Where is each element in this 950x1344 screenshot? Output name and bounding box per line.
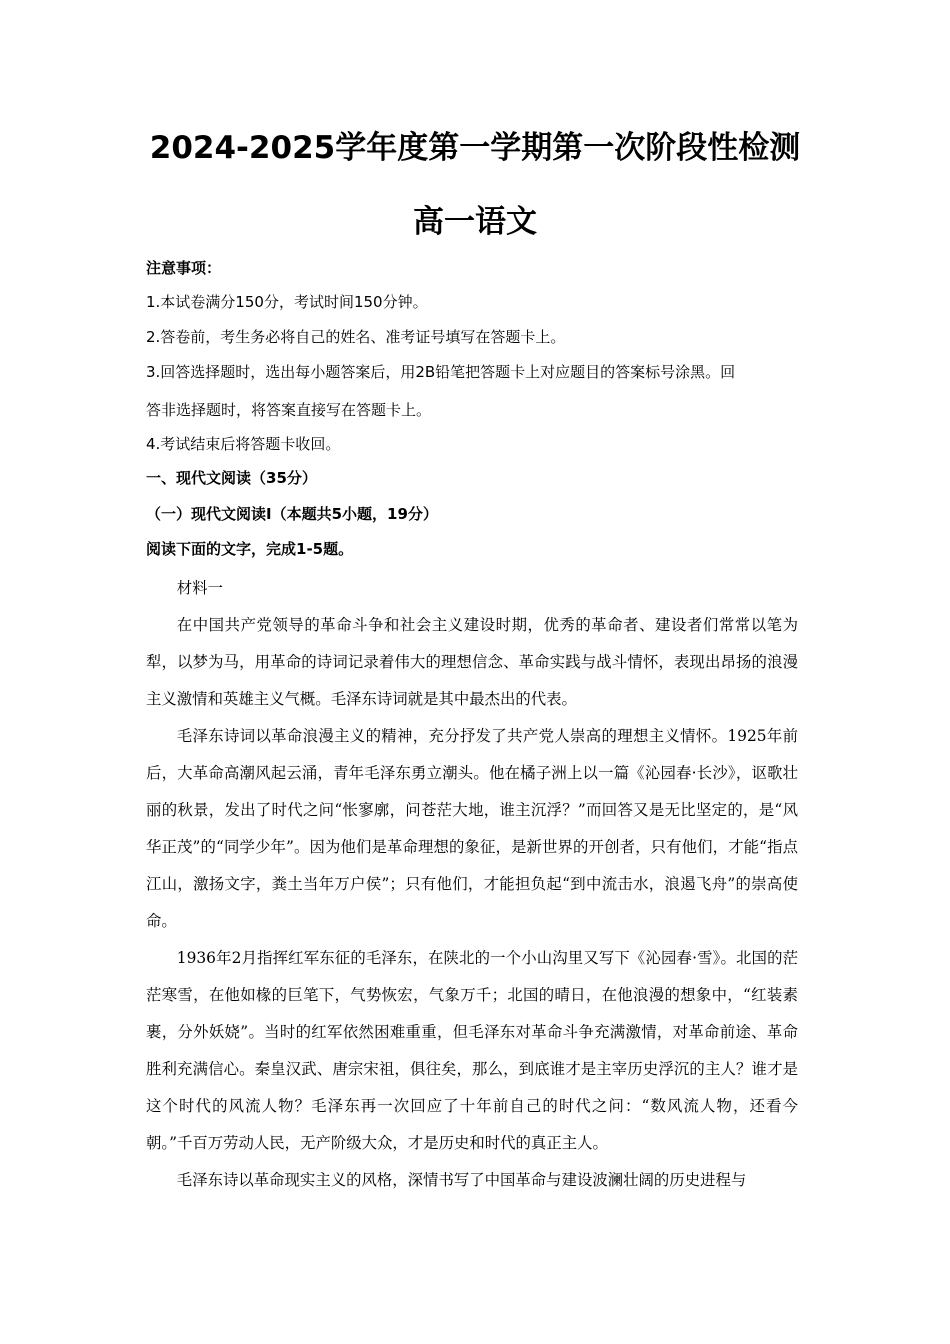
material-paragraph-1: 在中国共产党领导的革命斗争和社会主义建设时期，优秀的革命者、建设者们常常以笔为犁，以梦为马，用革命的诗词记录着伟大的理想信念、革命实践与战斗情怀，表现出昂扬的浪漫主义激情和英雄主义气概。毛泽东诗词就是其中最杰出的代表。 [146,616,798,708]
material-paragraph-4: 毛泽东诗以革命现实主义的风格，深情书写了中国革命与建设波澜壮阔的历史进程与 [176,1171,747,1189]
exam-title: 2024-2025学年度第一学期第一次阶段性检测 [149,130,801,166]
material-paragraph-2: 毛泽东诗词以革命浪漫主义的精神，充分抒发了共产党人崇高的理想主义情怀。1925年前后，大革命高潮风起云涌，青年毛泽东勇立潮头。他在橘子洲上以一篇《沁园春·长沙》，讴歌壮丽的秋景，发出了时代之问“怅寥廓，问苍茫大地，谁主沉浮？”而回答又是无比坚定的，是“风华正茂”的“同学少年”。因为他们是革命理想的象征，是新世界的开创者，只有他们，才能“指点江山，激扬文字，粪土当年万户侯”；只有他们，才能担负起“到中流击水，浪遏飞舟”的崇高使命。 [146,727,798,930]
notice-heading: 注意事项： [146,259,222,277]
subject-title: 高一语文 [413,204,537,240]
reading-instruction: 阅读下面的文字，完成1-5题。 [146,540,354,558]
notice-item-2: 2.答卷前，考生务必将自己的姓名、准考证号填写在答题卡上。 [146,328,566,346]
notice-item-1: 1.本试卷满分150分，考试时间150分钟。 [146,293,428,311]
notice-item-3a: 3.回答选择题时，选出每小题答案后，用2B铅笔把答题卡上对应题目的答案标号涂黑。回 [146,363,736,381]
material-label: 材料一 [176,579,223,597]
material-paragraph-3: 1936年2月指挥红军东征的毛泽东，在陕北的一个小山沟里又写下《沁园春·雪》。北国的茫茫寒雪，在他如椽的巨笔下，气势恢宏，气象万千；北国的晴日，在他浪漫的想象中，“红装素裹，分外妖娆”。当时的红军依然困难重重，但毛泽东对革命斗争充满激情，对革命前途、革命胜利充满信心。秦皇汉武、唐宗宋祖，俱往矣，那么，到底谁才是主宰历史浮沉的主人？谁才是这个时代的风流人物？毛泽东再一次回应了十年前自己的时代之问：“数风流人物，还看今朝。”千百万劳动人民，无产阶级大众，才是历史和时代的真正主人。 [146,949,798,1152]
notice-item-4: 4.考试结束后将答题卡收回。 [146,435,341,453]
section-heading: 一、现代文阅读（35分） [146,469,317,487]
sub-section-heading: （一）现代文阅读I（本题共5小题，19分） [146,505,438,523]
material-body [146,570,798,1199]
notice-item-3b: 答非选择题时，将答案直接写在答题卡上。 [146,401,432,419]
